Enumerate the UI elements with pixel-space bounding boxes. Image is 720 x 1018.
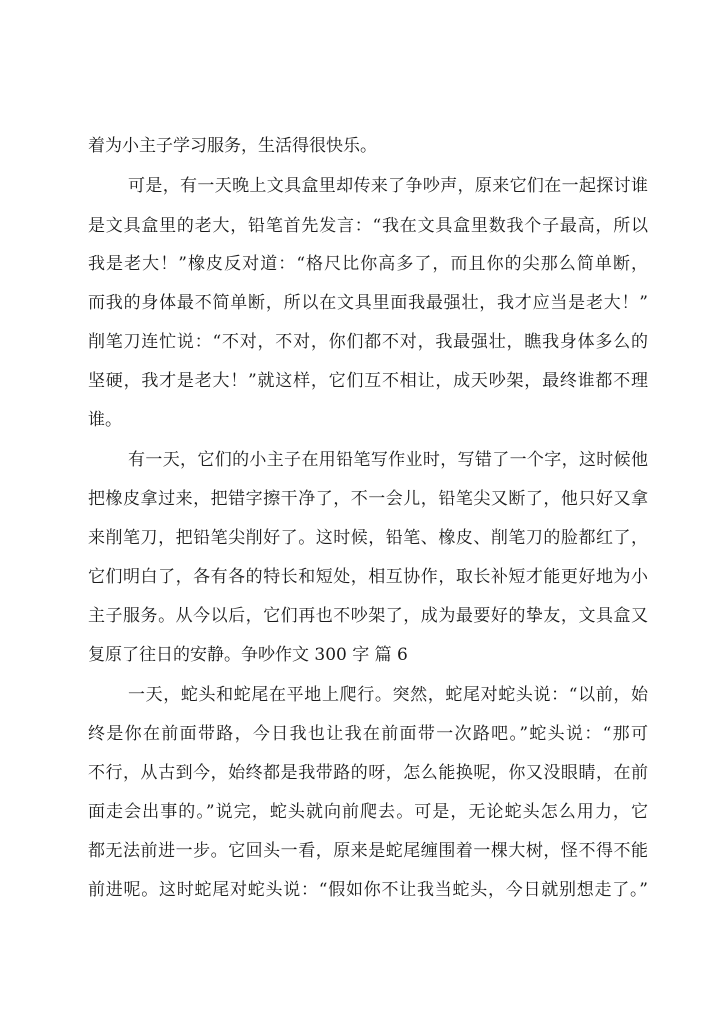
text-line: 都无法前进一步。它回头一看，原来是蛇尾缠围着一棵大树，怪不得不能 xyxy=(88,841,648,861)
text-line: 是文具盒里的老大，铅笔首先发言：“我在文具盒里数我个子最高，所以 xyxy=(88,216,648,236)
text-line: 不行，从古到今，始终都是我带路的呀，怎么能换呢，你又没眼睛，在前 xyxy=(88,763,648,783)
text-line: 而我的身体最不简单断，所以在文具里面我最强壮，我才应当是老大！” xyxy=(88,293,648,313)
text-line: 我是老大！”橡皮反对道：“格尺比你高多了，而且你的尖那么简单断， xyxy=(88,254,648,274)
text-line: 有一天，它们的小主子在用铅笔写作业时，写错了一个字，这时候他 xyxy=(128,450,648,470)
text-line: 削笔刀连忙说：“不对，不对，你们都不对，我最强壮，瞧我身体多么的 xyxy=(88,332,648,352)
text-line: 坚硬，我才是老大！”就这样，它们互不相让，成天吵架，最终谁都不理 xyxy=(88,371,648,391)
text-line: 一天，蛇头和蛇尾在平地上爬行。突然，蛇尾对蛇头说：“以前，始 xyxy=(128,685,648,705)
text-line: 复原了往日的安静。争吵作文 300 字 篇 6 xyxy=(88,645,408,665)
text-line: 主子服务。从今以后，它们再也不吵架了，成为最要好的挚友，文具盒又 xyxy=(88,606,648,626)
text-line: 谁。 xyxy=(88,410,122,430)
text-line: 来削笔刀，把铅笔尖削好了。这时候，铅笔、橡皮、削笔刀的脸都红了， xyxy=(88,528,648,548)
text-line: 终是你在前面带路，今日我也让我在前面带一次路吧。”蛇头说：“那可 xyxy=(88,724,648,744)
text-line: 面走会出事的。”说完，蛇头就向前爬去。可是，无论蛇头怎么用力，它 xyxy=(88,802,648,822)
text-line: 可是，有一天晚上文具盒里却传来了争吵声，原来它们在一起探讨谁 xyxy=(128,176,648,196)
text-line: 它们明白了，各有各的特长和短处，相互协作，取长补短才能更好地为小 xyxy=(88,567,648,587)
text-line: 前进呢。这时蛇尾对蛇头说：“假如你不让我当蛇头，今日就别想走了。” xyxy=(88,880,648,900)
text-line: 把橡皮拿过来，把错字擦干净了，不一会儿，铅笔尖又断了，他只好又拿 xyxy=(88,489,648,509)
text-line: 着为小主子学习服务，生活得很快乐。 xyxy=(88,136,377,156)
